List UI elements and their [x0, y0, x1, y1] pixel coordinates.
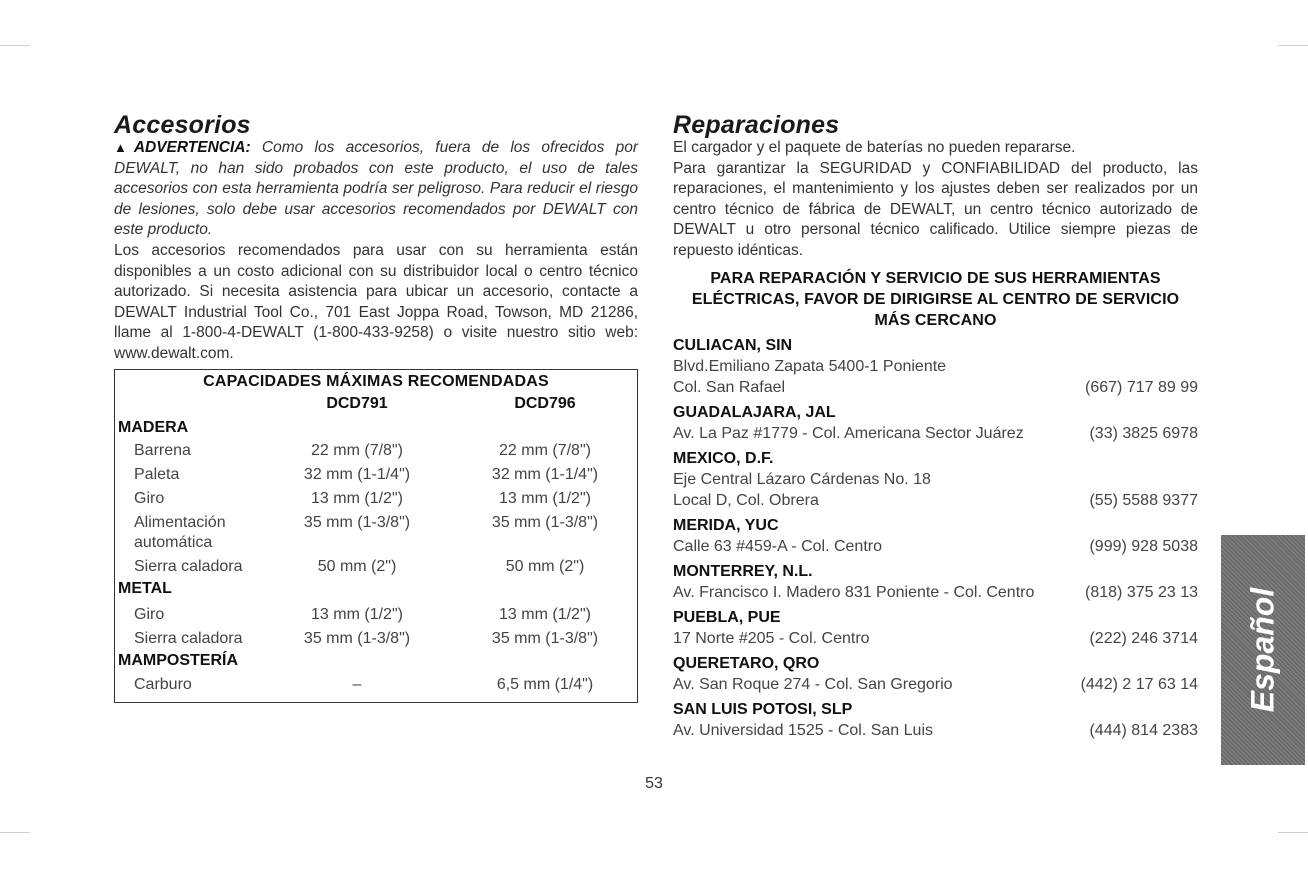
service-center: [673, 515, 1198, 557]
row-value-dcd796: 50 mm (2"): [505, 557, 585, 575]
service-center-address: [673, 469, 1198, 490]
phone-number: (667) 717 89 99: [1085, 378, 1198, 396]
row-name: Giro: [134, 489, 165, 507]
address-line: Local D, Col. Obrera: [673, 491, 819, 509]
table-row: [115, 466, 637, 490]
table-category-metal: METAL: [118, 579, 172, 597]
phone-number: (33) 3825 6978: [1089, 424, 1198, 442]
service-center-address: [673, 356, 1198, 377]
row-value-dcd796: 35 mm (1-3/8"): [491, 629, 599, 647]
accesorios-section: [114, 112, 638, 703]
row-name: Carburo: [134, 675, 192, 693]
phone-number: (818) 375 23 13: [1085, 583, 1198, 601]
warning-paragraph: [114, 138, 638, 241]
service-center-name: PUEBLA, PUE: [673, 608, 781, 626]
capacity-table: [114, 369, 638, 703]
table-row: [115, 442, 637, 466]
service-center-heading: PARA REPARACIÓN Y SERVICIO DE SUS HERRAMIENTAS ELÉCTRICAS, FAVOR DE DIRIGIRSE AL CENTRO DE SERVICIO MÁS CERCANO: [691, 269, 1180, 329]
crop-mark: [1278, 832, 1308, 833]
language-tab-label: Español: [1244, 587, 1281, 713]
row-name: Sierra caladora: [134, 629, 243, 647]
row-value-dcd796: 6,5 mm (1/4"): [496, 675, 594, 693]
address-line: Av. San Roque 274 - Col. San Gregorio: [673, 675, 953, 693]
address-line: Calle 63 #459-A - Col. Centro: [673, 537, 882, 555]
service-center: [673, 561, 1198, 603]
reparaciones-paragraph-1: El cargador y el paquete de baterías no pueden repararse.: [673, 139, 1076, 156]
address-line: Blvd.Emiliano Zapata 5400-1 Poniente: [673, 357, 947, 375]
row-name: Paleta: [134, 465, 180, 483]
address-line: Av. Francisco I. Madero 831 Poniente - Col. Centro: [673, 583, 1035, 601]
page-number: 53: [645, 775, 663, 792]
row-value-dcd796: 13 mm (1/2"): [499, 605, 591, 623]
service-center: [673, 448, 1198, 511]
service-center-address: [673, 536, 1198, 557]
service-center-name: QUERETARO, QRO: [673, 654, 820, 672]
reparaciones-paragraph-2: Para garantizar la SEGURIDAD y CONFIABILIDAD del producto, las reparaciones, el mantenimiento y los ajustes deben ser realizados por un centro técnico de fábrica de DEWALT, un centro técnico autorizado de DEWALT u otro personal técnico calificado. Utilice siempre piezas de repuesto idénticas.: [673, 159, 1198, 259]
service-center-name: CULIACAN, SIN: [673, 336, 793, 354]
phone-number: (444) 814 2383: [1089, 721, 1198, 739]
accesorios-body: Los accesorios recomendados para usar con su herramienta están disponibles a un costo adicional con su distribuidor local o centro técnico autorizado. Si necesita asistencia para ubicar un accesorio, contacte a DEWALT Industrial Tool Co., 701 East Joppa Road, Towson, MD 21286, llame al 1-800-4-DEWALT (1-800-433-9258) o visite nuestro sitio web: www.dewalt.com.: [114, 241, 638, 362]
row-name: automática: [134, 533, 213, 551]
table-category-mamposteria: MAMPOSTERÍA: [118, 651, 238, 669]
service-center: [673, 653, 1198, 695]
row-name: Sierra caladora: [134, 557, 243, 575]
row-value-dcd796: 35 mm (1-3/8"): [491, 513, 599, 531]
phone-number: (442) 2 17 63 14: [1080, 675, 1198, 693]
row-name: Barrena: [134, 441, 191, 459]
table-title: CAPACIDADES MÁXIMAS RECOMENDADAS: [203, 372, 549, 390]
row-name: Alimentación: [134, 513, 226, 531]
row-value-dcd791: 22 mm (7/8"): [311, 441, 403, 459]
table-header-dcd791: DCD791: [326, 394, 388, 412]
crop-mark: [0, 832, 30, 833]
service-center-address: [673, 377, 1198, 398]
phone-number: (55) 5588 9377: [1089, 491, 1198, 509]
service-center-address: [673, 720, 1198, 741]
service-center: [673, 335, 1198, 398]
table-row: [115, 630, 637, 654]
reparaciones-section: [673, 112, 1198, 741]
address-line: Col. San Rafael: [673, 378, 786, 396]
table-row: [115, 558, 637, 582]
table-row: [115, 606, 637, 630]
address-line: Av. La Paz #1779 - Col. Americana Sector Juárez: [673, 424, 1024, 442]
address-line: Av. Universidad 1525 - Col. San Luis: [673, 721, 933, 739]
phone-number: (222) 246 3714: [1089, 629, 1198, 647]
service-center-name: GUADALAJARA, JAL: [673, 403, 836, 421]
row-value-dcd791: –: [352, 675, 362, 693]
service-center-name: MERIDA, YUC: [673, 516, 779, 534]
table-category-madera: MADERA: [118, 418, 189, 436]
service-center-address: [673, 674, 1198, 695]
service-center: [673, 699, 1198, 741]
row-value-dcd791: 35 mm (1-3/8"): [303, 513, 411, 531]
service-center-address: [673, 490, 1198, 511]
service-center: [673, 402, 1198, 444]
address-line: Eje Central Lázaro Cárdenas No. 18: [673, 470, 931, 488]
table-row: [115, 490, 637, 514]
row-value-dcd791: 13 mm (1/2"): [311, 605, 403, 623]
reparaciones-title: Reparaciones: [673, 111, 840, 139]
service-center-address: [673, 582, 1198, 603]
service-center-name: MONTERREY, N.L.: [673, 562, 813, 580]
warning-text: Como los accesorios, fuera de los ofrecidos por DEWALT, no han sido probados con este producto, el uso de tales accesorios con esta herramienta podría ser peligroso. Para reducir el riesgo de lesiones, solo debe usar accesorios recomendados por DEWALT con este producto.: [114, 139, 638, 239]
row-value-dcd796: 32 mm (1-1/4"): [491, 465, 599, 483]
row-name: Giro: [134, 605, 165, 623]
service-center-address: [673, 423, 1198, 444]
phone-number: (999) 928 5038: [1089, 537, 1198, 555]
row-value-dcd791: 32 mm (1-1/4"): [303, 465, 411, 483]
row-value-dcd791: 13 mm (1/2"): [311, 489, 403, 507]
row-value-dcd791: 50 mm (2"): [317, 557, 397, 575]
row-value-dcd796: 13 mm (1/2"): [499, 489, 591, 507]
service-center-name: SAN LUIS POTOSI, SLP: [673, 700, 853, 718]
crop-mark: [0, 45, 30, 46]
table-row: [115, 534, 637, 558]
address-line: 17 Norte #205 - Col. Centro: [673, 629, 870, 647]
service-center: [673, 607, 1198, 649]
crop-mark: [1278, 45, 1308, 46]
warning-label: ADVERTENCIA:: [133, 139, 251, 156]
accesorios-title: Accesorios: [114, 111, 251, 139]
row-value-dcd796: 22 mm (7/8"): [499, 441, 591, 459]
service-center-name: MEXICO, D.F.: [673, 449, 774, 467]
row-value-dcd791: 35 mm (1-3/8"): [303, 629, 411, 647]
warning-triangle-icon: ▲: [114, 140, 134, 155]
table-row: [115, 676, 637, 700]
service-center-address: [673, 628, 1198, 649]
table-header-dcd796: DCD796: [514, 394, 576, 412]
language-tab: [1221, 535, 1305, 765]
